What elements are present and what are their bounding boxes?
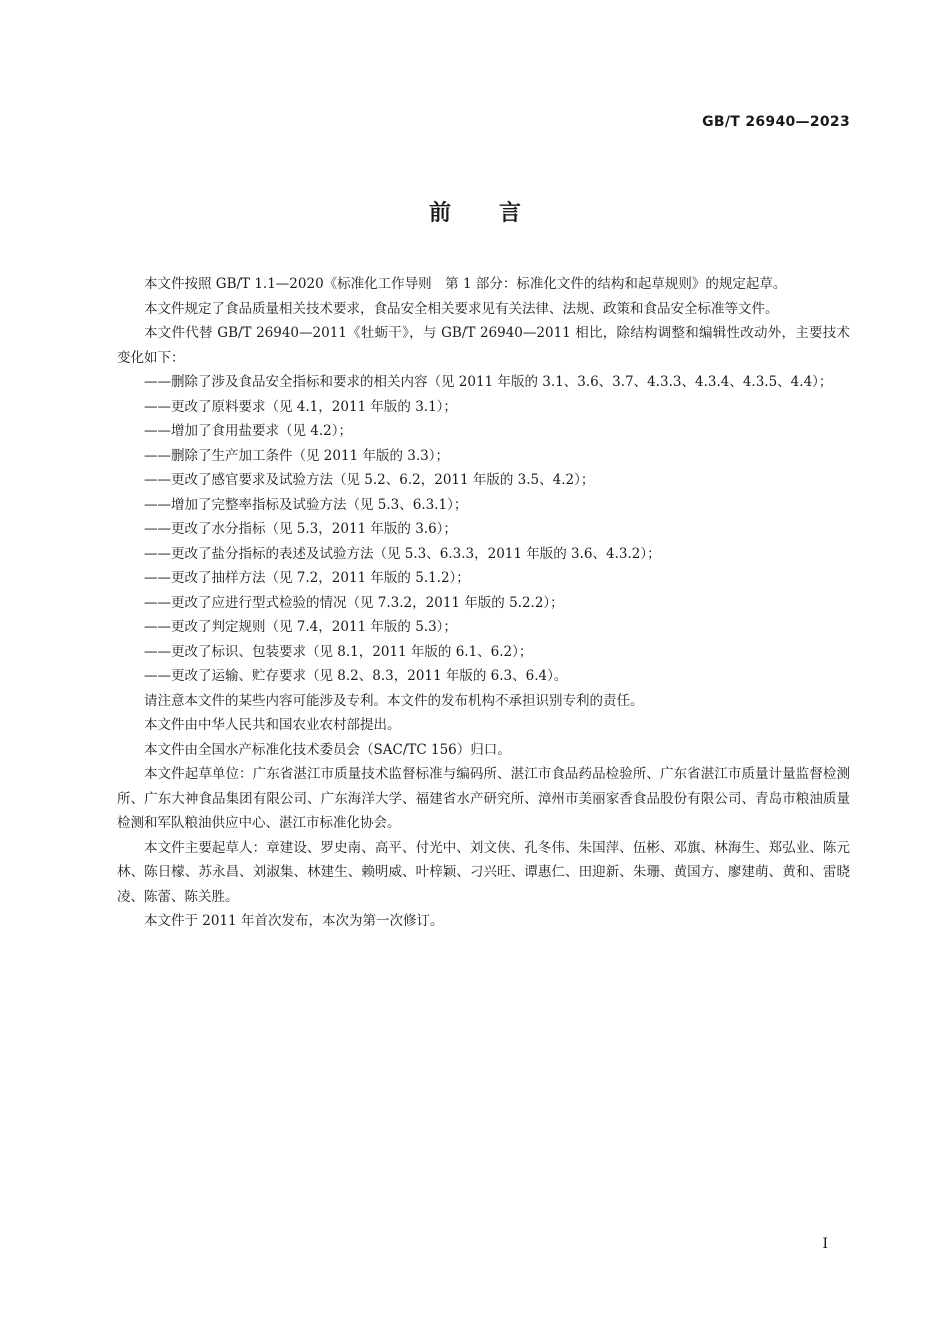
list-item: ——增加了完整率指标及试验方法（见 5.3、6.3.1）； (144, 496, 468, 513)
paragraph-drafting-units: 本文件起草单位：广东省湛江市质量技术监督标准与编码所、湛江市食品药品检验所、广东省湛江市质量计量监督检测所、广东大神食品集团有限公司、广东海洋大学、福建省水产研究所、漳州市美丽家香食品股份有限公司、青岛市粮油质量检测和军队粮油供应中心、湛江市标准化协会。 (117, 766, 850, 831)
list-item: ——更改了标识、包装要求（见 8.1，2011 年版的 6.1、6.2）； (144, 643, 533, 660)
paragraph-scope: 本文件规定了食品质量相关技术要求，食品安全相关要求见有关法律、法规、政策和食品安全标准等文件。 (144, 300, 779, 317)
list-item: ——更改了水分指标（见 5.3，2011 年版的 3.6）； (144, 521, 457, 537)
list-item: ——更改了运输、贮存要求（见 8.2、8.3，2011 年版的 6.3、6.4）。 (144, 668, 568, 684)
paragraph-drafting-rules: 本文件按照 GB/T 1.1—2020《标准化工作导则 第 1 部分：标准化文件的结构和起草规则》的规定起草。 (144, 276, 787, 292)
technical-changes-list (117, 370, 850, 689)
list-item: ——更改了应进行型式检验的情况（见 7.3.2，2011 年版的 5.2.2）； (144, 594, 564, 611)
foreword-body (117, 272, 850, 934)
paragraph-revision-history: 本文件于 2011 年首次发布，本次为第一次修订。 (144, 913, 444, 929)
paragraph-replacement: 本文件代替 GB/T 26940—2011《牡蛎干》，与 GB/T 26940—2011 相比，除结构调整和编辑性改动外，主要技术变化如下： (117, 325, 850, 366)
list-item: ——更改了原料要求（见 4.1，2011 年版的 3.1）； (144, 398, 457, 415)
list-item: ——更改了判定规则（见 7.4，2011 年版的 5.3）； (144, 619, 457, 635)
list-item: ——删除了涉及食品安全指标和要求的相关内容（见 2011 年版的 3.1、3.6、3.7、4.3.3、4.3.4、4.3.5、4.4）； (144, 374, 833, 390)
paragraph-drafters: 本文件主要起草人：章建设、罗史南、高平、付光中、刘文侠、孔冬伟、朱国萍、伍彬、邓旗、林海生、郑弘业、陈元林、陈日檬、苏永昌、刘淑集、林建生、赖明威、叶梓颖、刁兴旺、谭惠仁、田迎新、朱珊、黄国方、廖建萌、黄和、雷晓凌、陈蕾、陈关胜。 (117, 839, 850, 905)
paragraph-committee: 本文件由全国水产标准化技术委员会（SAC/TC 156）归口。 (144, 741, 511, 758)
paragraph-patent-notice: 请注意本文件的某些内容可能涉及专利。本文件的发布机构不承担识别专利的责任。 (144, 692, 644, 709)
page-number: I (822, 1236, 828, 1252)
list-item: ——删除了生产加工条件（见 2011 年版的 3.3）； (144, 447, 449, 464)
list-item: ——更改了感官要求及试验方法（见 5.2、6.2，2011 年版的 3.5、4.2）； (144, 472, 595, 488)
paragraph-proposer: 本文件由中华人民共和国农业农村部提出。 (144, 717, 401, 733)
page-title: 前言 (428, 201, 569, 226)
list-item: ——增加了食用盐要求（见 4.2）； (144, 423, 353, 439)
list-item: ——更改了盐分指标的表述及试验方法（见 5.3、6.3.3，2011 年版的 3.6、4.3.2）； (144, 545, 661, 562)
list-item: ——更改了抽样方法（见 7.2，2011 年版的 5.1.2）； (144, 570, 470, 586)
standard-code: GB/T 26940—2023 (702, 114, 850, 130)
